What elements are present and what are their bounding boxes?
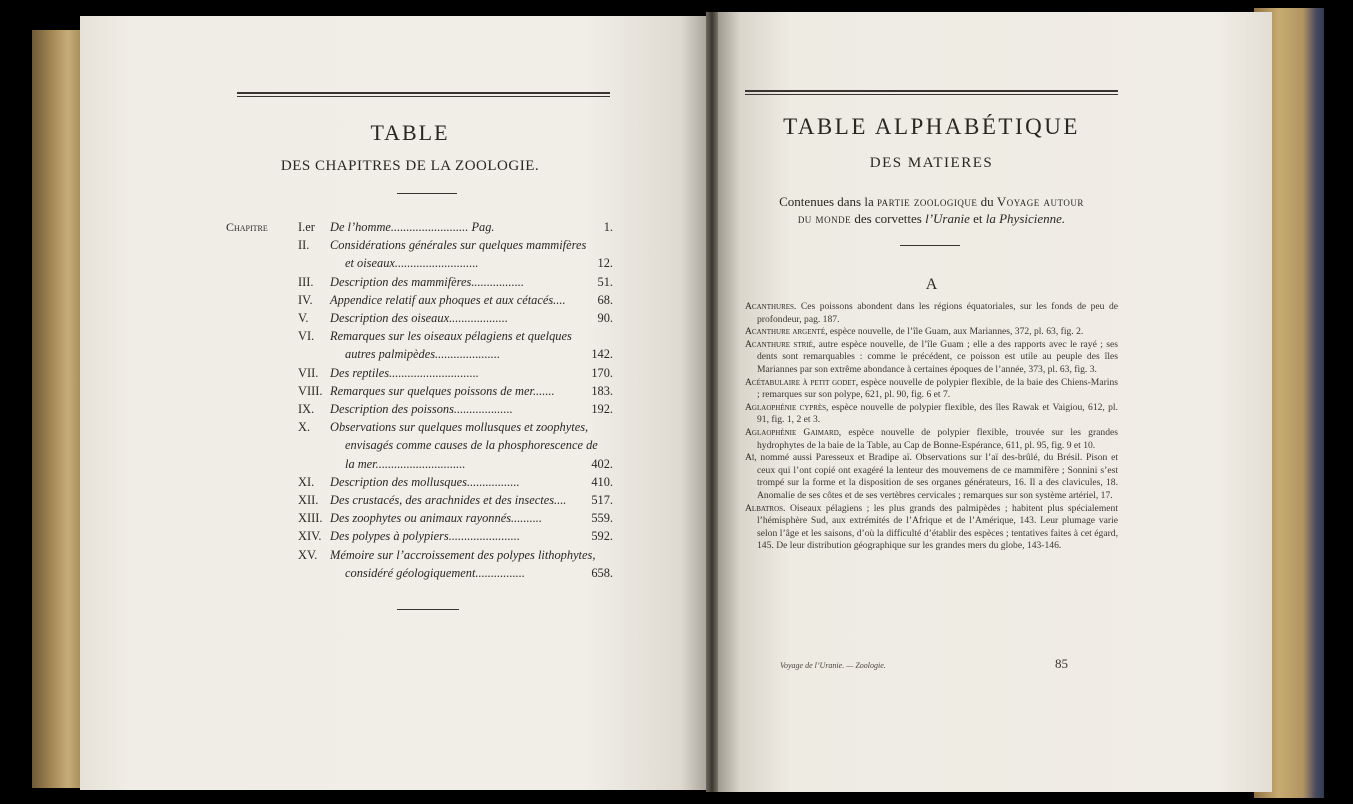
index-entries	[745, 301, 1118, 553]
chapter-title: Description des mammifères.................	[330, 274, 524, 289]
chapter-title: Considérations générales sur quelques mammifères	[330, 238, 587, 253]
entry-text: espèce nouvelle de polypier flexible, des îles Rawak et Vaigiou, 612, pl. 91, fig. 1, 2 et 3.	[757, 401, 1118, 426]
index-entry	[745, 427, 1118, 452]
chapter-number: I.er	[298, 220, 315, 234]
chapter-title: Description des oiseaux...................	[330, 311, 508, 325]
index-entry	[745, 377, 1118, 402]
chapter-number: XIV.	[298, 529, 322, 544]
entry-text: espèce nouvelle, de l’île Guam, aux Mariannes, 372, pl. 63, fig. 2.	[829, 326, 1084, 338]
index-entry	[745, 402, 1118, 427]
chapter-page: 592.	[591, 529, 613, 544]
chapter-number: IX.	[298, 402, 315, 416]
intro-text	[745, 193, 1118, 227]
chapter-number: VII.	[298, 365, 319, 380]
chapter-number: XII.	[298, 493, 319, 507]
chapter-page: 51.	[597, 274, 613, 289]
chapter-page: 658.	[591, 565, 613, 580]
chapter-number: VIII.	[298, 383, 323, 398]
chapter-page: 142.	[591, 347, 613, 362]
title-divider	[397, 193, 457, 194]
chapter-number: IV.	[298, 292, 313, 307]
chapter-number: X.	[298, 420, 311, 435]
intro-part: la Physicienne.	[985, 211, 1066, 226]
section-letter: A	[925, 276, 938, 293]
intro-part: et	[973, 211, 983, 226]
intro-part: Contenues dans la	[779, 194, 874, 209]
index-entry	[745, 452, 1118, 502]
chapter-page: 559.	[591, 511, 613, 526]
chapter-title-continued: la mer.............................	[345, 456, 466, 471]
entry-text: Oiseaux pélagiens ; les plus grands des palmipèdes ; habitent plus spécialement l’hémisphère Sud, aux extrémités de l’Afrique et de l’Amérique, 143. Leur plumage varie selon l’âge et les saisons, d’où la difficulté d’établir des espèces ; tentatives faites à cet égard, 145. De leur distribution géographique sur les grandes mers du globe, 143-146.	[757, 502, 1119, 552]
entry-heading: Acanthure argenté,	[745, 326, 828, 338]
chapter-title: Des reptiles.............................	[330, 365, 479, 380]
chapter-title-continued: envisagés comme causes de la phosphorescence de	[345, 438, 598, 453]
page-title: TABLE	[370, 120, 450, 145]
entry-text: espèce nouvelle de polypier flexible, de la baie des Chiens-Marins ; remarques sur son polype, 621, pl. 90, fig. 6 et 7.	[757, 376, 1118, 401]
chapter-title: Description des mollusques.................	[330, 474, 520, 489]
entry-text: nommé aussi Paresseux et Bradipe aï. Observations sur l’aï des-brûlé, du Brésil. Pison et ceux qui l’ont copié ont exagéré la lenteur des mouvemens de ce mammifère ; Sonnini s’est trompé sur la forme et la disposition de ses organes générateurs, 16. Il a des clavicules, 18. Anomalie de ses côtes et de ses vertèbres cervicales ; remarques sur son système artériel, 17.	[757, 452, 1118, 501]
chapter-number: V.	[298, 311, 309, 325]
page-title-right: TABLE ALPHABÉTIQUE	[783, 114, 1080, 139]
chapter-page: 517.	[591, 493, 613, 507]
top-double-rule	[237, 92, 610, 97]
chapter-title-continued: considéré géologiquement................	[345, 565, 525, 580]
index-entry	[745, 339, 1118, 377]
chapter-number: II.	[298, 238, 310, 253]
entry-heading: Albatros.	[745, 502, 786, 514]
entry-heading: Aglaophénie cyprès,	[745, 401, 829, 413]
intro-part: des corvettes	[854, 211, 922, 226]
intro-part: partie zoologique	[876, 194, 978, 209]
chapter-number: XI.	[298, 474, 315, 489]
entry-text: espèce nouvelle de polypier flexible, trouvée sur les grandes hydrophytes de la baie de la Table, au Cap de Bonne-Espérance, 611, pl. 95, fig. 9 et 10.	[757, 426, 1118, 451]
chapter-page: 68.	[597, 292, 613, 307]
entry-text: autre espèce nouvelle, de l’île Guam ; elle a des rapports avec le rayé ; ses dents sont remarquables : comme le précédent, ce poisson est utile au peuple des îles Mariannes par son extrême abondance à certaines époques de l’année, 373, pl. 63, fig. 3.	[757, 338, 1118, 375]
entry-heading: Acétabulaire à petit godet,	[745, 376, 859, 388]
chapter-title: Des polypes à polypiers.......................	[330, 529, 520, 544]
bottom-divider	[397, 609, 459, 610]
page-subtitle: DES CHAPITRES DE LA ZOOLOGIE.	[280, 158, 540, 174]
entry-heading: Aglaophénie Gaimard,	[745, 426, 842, 438]
chapter-number: XIII.	[298, 511, 323, 526]
chapitre-label: Chapitre	[226, 220, 268, 234]
index-entry	[745, 301, 1118, 326]
intro-part: l’Uranie	[925, 211, 970, 226]
chapter-page: 90.	[597, 311, 613, 325]
chapter-title-continued: et oiseaux...........................	[345, 256, 479, 271]
chapter-title: Remarques sur les oiseaux pélagiens et quelques	[330, 329, 572, 344]
intro-part: du monde	[797, 211, 852, 226]
entry-heading: Aï,	[745, 452, 757, 464]
chapter-page: 12.	[597, 256, 613, 271]
top-double-rule-right	[745, 90, 1118, 95]
chapter-title: Des crustacés, des arachnides et des insectes....	[330, 493, 567, 507]
index-entry	[745, 503, 1118, 553]
footer-title: Voyage de l’Uranie. — Zoologie.	[780, 661, 886, 670]
chapter-number: III.	[298, 274, 314, 289]
intro-part: du	[980, 194, 994, 209]
chapter-page: 170.	[591, 365, 613, 380]
chapter-title: Observations sur quelques mollusques et zoophytes,	[330, 420, 589, 435]
intro-part: Voyage autour	[996, 194, 1084, 209]
chapter-title: Remarques sur quelques poissons de mer.......	[330, 383, 555, 398]
book-gutter	[706, 12, 718, 792]
chapter-page: 183.	[591, 383, 613, 398]
chapter-page: 192.	[591, 402, 613, 416]
chapter-title: Des zoophytes ou animaux rayonnés..........	[330, 511, 542, 526]
entry-heading: Acanthure strié,	[745, 338, 816, 350]
chapter-title: Mémoire sur l’accroissement des polypes lithophytes,	[330, 547, 596, 562]
entry-heading: Acanthures.	[745, 301, 797, 312]
chapter-page: 1.	[603, 220, 613, 234]
chapter-title-continued: autres palmipèdes.....................	[345, 347, 501, 362]
intro-divider	[900, 245, 960, 246]
chapter-page: 402.	[591, 456, 613, 471]
chapter-title: De l’homme......................... Pag.	[330, 220, 495, 234]
chapter-title: Description des poissons...................	[330, 402, 513, 416]
entry-text: Ces poissons abondent dans les régions équatoriales, sur les fonds de peu de profondeur, pag. 187.	[757, 301, 1118, 325]
page-subtitle-right: DES MATIERES	[869, 155, 994, 171]
chapter-title: Appendice relatif aux phoques et aux cétacés....	[330, 292, 566, 307]
index-entry	[745, 326, 1118, 339]
chapter-number: XV.	[298, 547, 318, 562]
page-number: 85	[1055, 656, 1068, 671]
chapter-number: VI.	[298, 329, 315, 344]
chapter-page: 410.	[591, 474, 613, 489]
